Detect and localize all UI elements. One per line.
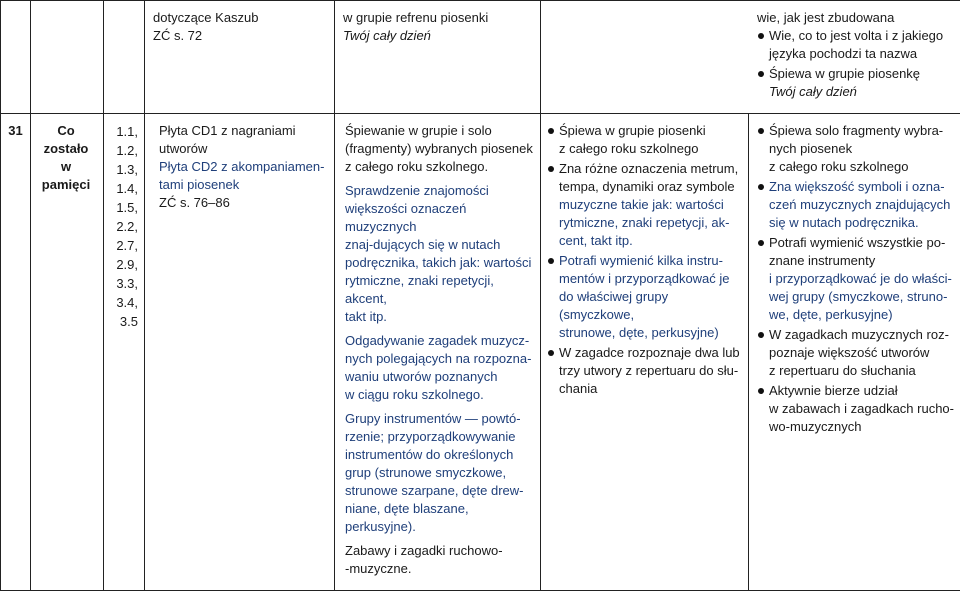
line-text: rzenie; przyporządkowywanie (345, 428, 534, 446)
lesson-number: 31 (1, 114, 30, 140)
line-text: Potrafi wymienić wszystkie po- (769, 234, 954, 252)
extended-requirements-cell (749, 114, 960, 591)
line-text: strunowe szarpane, dęte drew- (345, 482, 534, 500)
program-ref: 3.5 (104, 312, 138, 331)
line-text: z całego roku szkolnego (769, 158, 954, 176)
cd2-line: Płyta CD2 z akompaniamen- (159, 158, 328, 176)
line-text: (fragmenty) wybranych piosenek (345, 140, 534, 158)
program-ref: 1.4, (104, 179, 138, 198)
line-text: z repertuaru do słuchania (769, 362, 954, 380)
bullet-icon (758, 388, 764, 394)
line-text: muzyczne takie jak: wartości (559, 196, 742, 214)
line-text: Zabawy i zagadki ruchowo- (345, 542, 534, 560)
list-item (757, 382, 954, 436)
program-ref: 2.2, (104, 217, 138, 236)
program-refs-list (104, 114, 144, 331)
program-ref: 3.4, (104, 293, 138, 312)
program-ref: 1.5, (104, 198, 138, 217)
line-text: Odgadywanie zagadek muzycz- (345, 332, 534, 350)
line-text: grup (strunowe smyczkowe, (345, 464, 534, 482)
cd2-line: tami piosenek (159, 176, 328, 194)
line-text: W zagadkach muzycznych roz- (769, 326, 954, 344)
program-refs-cell (104, 114, 145, 591)
line-text: Sprawdzenie znajomości (345, 182, 534, 200)
activity-paragraph (345, 332, 534, 404)
line-text: Śpiewa solo fragmenty wybra- (769, 122, 954, 140)
table-row-top (1, 1, 960, 114)
top-materials-line: dotyczące Kaszub (153, 9, 328, 27)
program-ref: 1.3, (104, 160, 138, 179)
list-item (757, 234, 954, 324)
cd1-line: Płyta CD1 z nagraniami (159, 122, 328, 140)
line-text: Zna większość symboli i ozna- (769, 178, 954, 196)
workbook-ref: ZĆ s. 76–86 (159, 194, 328, 212)
activity-paragraph (345, 410, 534, 536)
program-ref: 1.1, (104, 122, 138, 141)
line-text: z całego roku szkolnego (559, 140, 742, 158)
list-item (757, 178, 954, 232)
line-text: tempa, dynamiki oraz symbole (559, 178, 742, 196)
list-item (757, 65, 954, 101)
lesson-title-cell (31, 114, 104, 591)
top-basic-intro: wie, jak jest zbudowana (757, 9, 954, 27)
line-text: nych polegających na rozpozna- (345, 350, 534, 368)
basic-requirements-cell (541, 114, 749, 591)
line-text: takt itp. (345, 308, 534, 326)
line-text: w ciągu roku szkolnego. (345, 386, 534, 404)
line-text: chania (559, 380, 742, 398)
line-text: W zagadce rozpoznaje dwa lub (559, 344, 742, 362)
list-item (547, 160, 742, 250)
line-text: większości oznaczeń muzycznych (345, 200, 534, 236)
top-materials-line: ZĆ s. 72 (153, 27, 328, 45)
list-item (547, 122, 742, 158)
top-basic-requirements-cell (541, 1, 960, 114)
list-item-line: języka pochodzi ta nazwa (769, 45, 954, 63)
program-ref: 3.3, (104, 274, 138, 293)
line-text: -muzyczne. (345, 560, 534, 578)
bullet-icon (758, 240, 764, 246)
line-text: trzy utwory z repertuaru do słu- (559, 362, 742, 380)
top-materials-cell (145, 1, 335, 114)
materials-cell (145, 114, 335, 591)
top-activities-cell (335, 1, 541, 114)
lesson-number-cell (1, 114, 31, 591)
activity-paragraph (345, 542, 534, 578)
line-text: niane, dęte blaszane, perkusyjne). (345, 500, 534, 536)
line-text: Śpiewa w grupie piosenki (559, 122, 742, 140)
list-item (547, 344, 742, 398)
list-item (757, 326, 954, 380)
activities-cell (335, 114, 541, 591)
line-text: rytmiczne, znaki repetycji, akcent, (345, 272, 534, 308)
line-text: wej grupy (smyczkowe, struno- (769, 288, 954, 306)
line-text: instrumentów do określonych (345, 446, 534, 464)
empty-lesson-title-cell (31, 1, 104, 114)
line-text: Śpiewanie w grupie i solo (345, 122, 534, 140)
lesson-title-line: Co zostało (35, 122, 97, 158)
line-text: znane instrumenty (769, 252, 954, 270)
bullet-icon (758, 33, 764, 39)
line-text: czeń muzycznych znajdujących (769, 196, 954, 214)
line-text: we, dęte, perkusyjne) (769, 306, 954, 324)
line-text: strunowe, dęte, perkusyjne) (559, 324, 742, 342)
list-item-line: Śpiewa w grupie piosenkę (769, 65, 954, 83)
bullet-icon (758, 128, 764, 134)
line-text: Aktywnie bierze udział (769, 382, 954, 400)
table-row-lesson-31 (1, 114, 960, 591)
empty-program-refs-cell (104, 1, 145, 114)
program-ref: 2.9, (104, 255, 138, 274)
line-text: z całego roku szkolnego. (345, 158, 534, 176)
bullet-icon (548, 258, 554, 264)
line-text: nych piosenek (769, 140, 954, 158)
cd1-line: utworów (159, 140, 328, 158)
activity-paragraph (345, 182, 534, 326)
top-activities-song-title: Twój cały dzień (343, 27, 534, 45)
list-item (547, 252, 742, 342)
line-text: do właściwej grupy (smyczkowe, (559, 288, 742, 324)
line-text: i przyporządkować je do właści- (769, 270, 954, 288)
bullet-icon (758, 184, 764, 190)
line-text: Grupy instrumentów — powtó- (345, 410, 534, 428)
line-text: znaj-dujących się w nutach (345, 236, 534, 254)
bullet-icon (548, 166, 554, 172)
activity-paragraph (345, 122, 534, 176)
line-text: w zabawach i zagadkach rucho- (769, 400, 954, 418)
line-text: mentów i przyporządkować je (559, 270, 742, 288)
bullet-icon (548, 128, 554, 134)
line-text: Potrafi wymienić kilka instru- (559, 252, 742, 270)
list-item-line: Wie, co to jest volta i z jakiego (769, 27, 954, 45)
program-ref: 2.7, (104, 236, 138, 255)
lesson-title-line: w pamięci (35, 158, 97, 194)
bullet-icon (758, 71, 764, 77)
line-text: cent, takt itp. (559, 232, 742, 250)
line-text: wo-muzycznych (769, 418, 954, 436)
line-text: rytmiczne, znaki repetycji, ak- (559, 214, 742, 232)
list-item (757, 122, 954, 176)
bullet-icon (548, 350, 554, 356)
line-text: się w nutach podręcznika. (769, 214, 954, 232)
line-text: waniu utworów poznanych (345, 368, 534, 386)
empty-lesson-number-cell (1, 1, 31, 114)
list-item (757, 27, 954, 63)
program-ref: 1.2, (104, 141, 138, 160)
song-title: Twój cały dzień (769, 83, 954, 101)
line-text: podręcznika, takich jak: wartości (345, 254, 534, 272)
line-text: poznaje większość utworów (769, 344, 954, 362)
top-activities-line: w grupie refrenu piosenki (343, 9, 534, 27)
line-text: Zna różne oznaczenia metrum, (559, 160, 742, 178)
bullet-icon (758, 332, 764, 338)
